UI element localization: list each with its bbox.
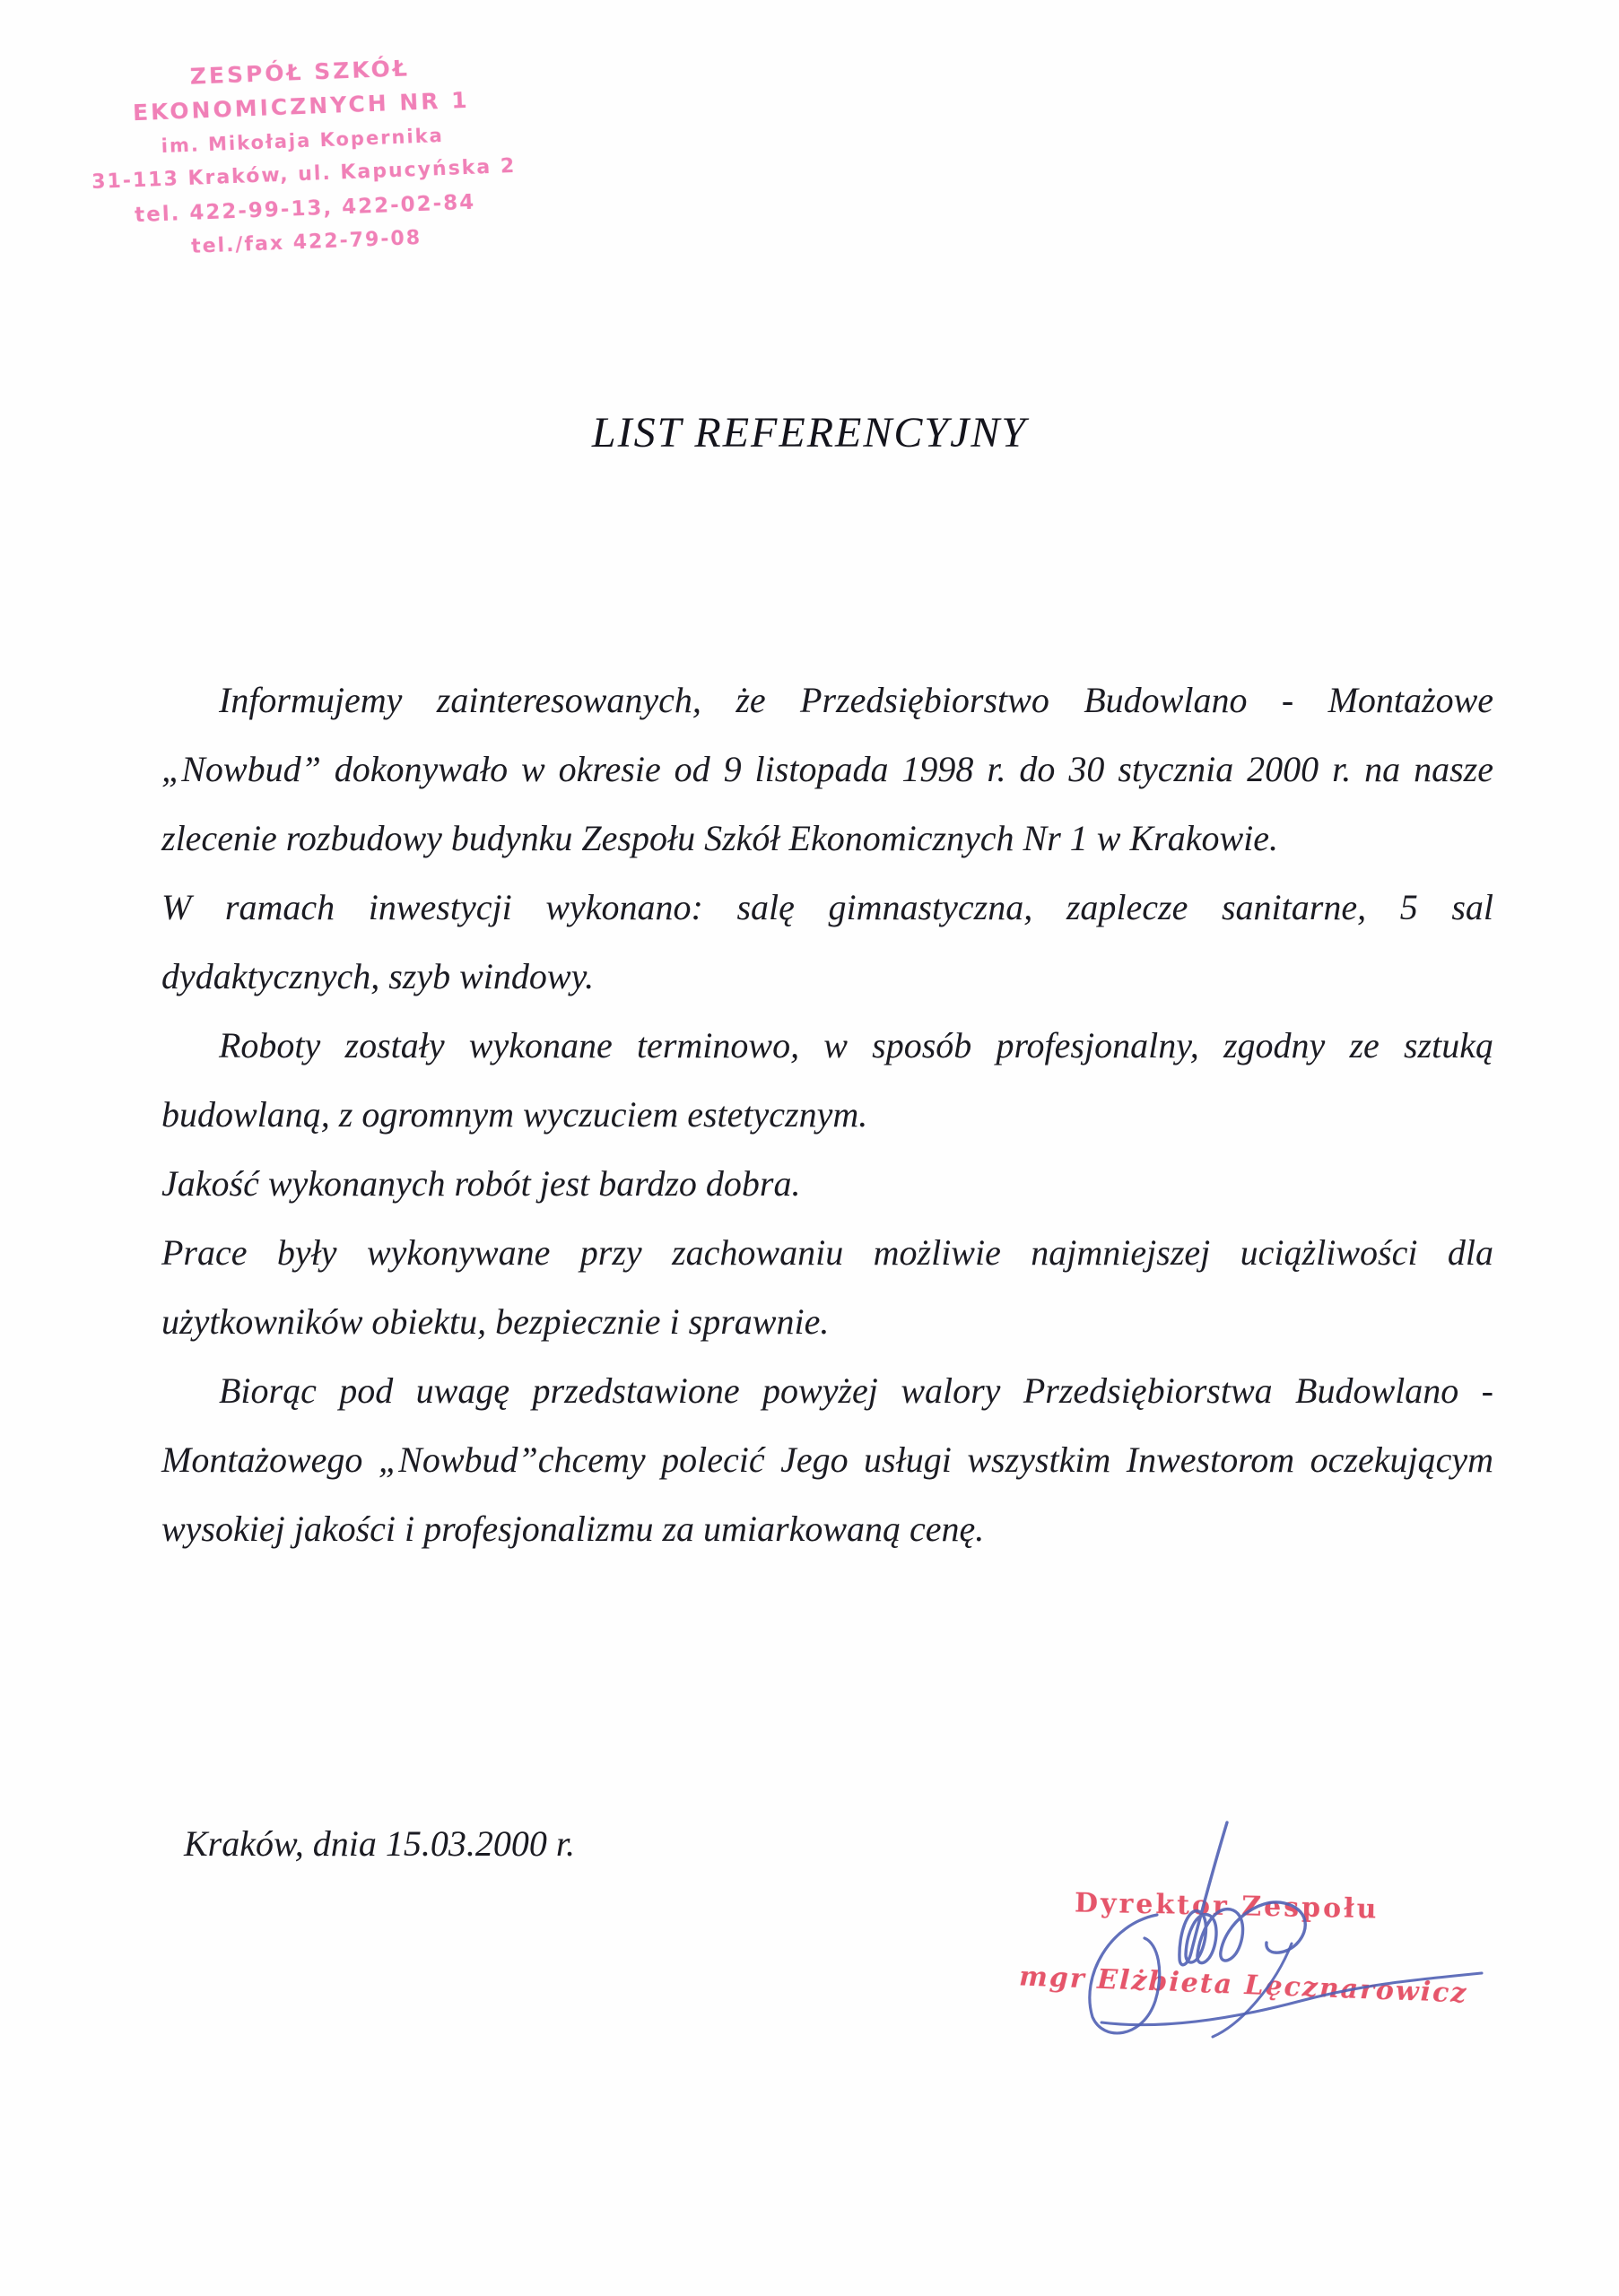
letter-body: [161, 665, 1493, 1563]
school-stamp-line: tel./fax 422-79-08: [190, 227, 422, 258]
school-stamp-line: 31-113 Kraków, ul. Kapucyńska 2: [91, 154, 517, 195]
paragraph: Jakość wykonanych robót jest bardzo dobra.: [161, 1163, 801, 1204]
school-stamp-line: ZESPÓŁ SZKÓŁ EKONOMICZNYCH NR 1: [132, 55, 471, 126]
paragraph: Prace były wykonywane przy zachowaniu możliwie najmniejszej uciążliwości dla użytkowników obiektu, bezpiecznie i sprawnie.: [161, 1232, 1493, 1342]
director-title-stamp: Dyrektor Zespołu: [1074, 1887, 1380, 1926]
page-title: LIST REFERENCYJNY: [591, 409, 1028, 457]
paragraph: Biorąc pod uwagę przedstawione powyżej walory Przedsiębiorstwa Budowlano - Montażowego „Nowbud”chcemy polecić Jego usługi wszystkim Inwestorom oczekującym wysokiej jakości i profesjonalizmu za umiarkowaną cenę.: [161, 1370, 1493, 1549]
school-stamp-line: im. Mikołaja Kopernika: [161, 124, 445, 158]
date-line: Kraków, dnia 15.03.2000 r.: [184, 1823, 575, 1864]
signature-ink: [1023, 1798, 1489, 2040]
school-stamp-line: tel. 422-99-13, 422-02-84: [134, 190, 476, 228]
paragraph: W ramach inwestycji wykonano: salę gimnastyczna, zaplecze sanitarne, 5 sal dydaktycznych, szyb windowy.: [161, 887, 1493, 996]
school-stamp: [75, 47, 531, 268]
director-name-stamp: mgr Elżbieta Lęcznarowicz: [1018, 1961, 1469, 2010]
paragraph: Roboty zostały wykonane terminowo, w sposób profesjonalny, zgodny ze sztuką budowlaną, z ogromnym wyczuciem estetycznym.: [161, 1025, 1493, 1135]
paragraph: Informujemy zainteresowanych, że Przedsiębiorstwo Budowlano - Montażowe „Nowbud” dokonywało w okresie od 9 listopada 1998 r. do 30 stycznia 2000 r. na nasze zlecenie rozbudowy budynku Zespołu Szkół Ekonomicznych Nr 1 w Krakowie.: [161, 680, 1493, 858]
